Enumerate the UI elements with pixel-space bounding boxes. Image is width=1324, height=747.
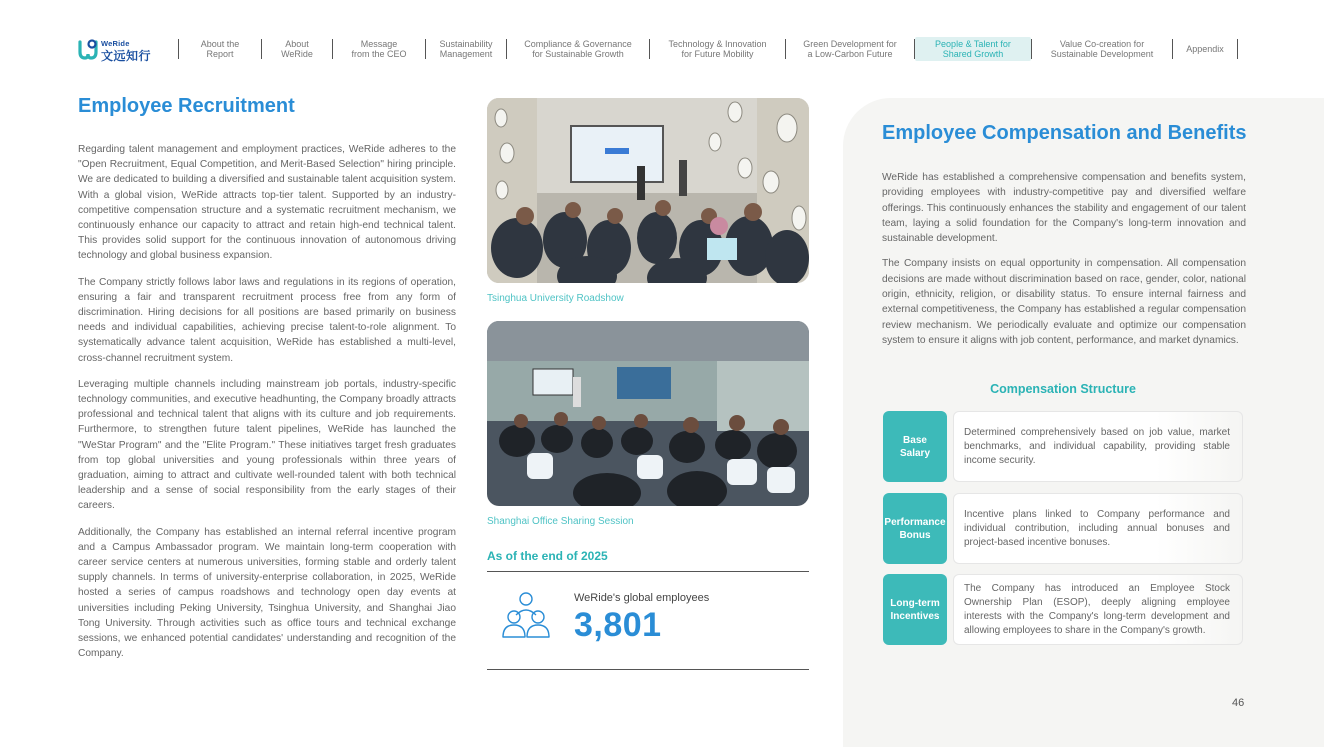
logo-wordmark-en: WeRide [101,39,130,48]
compensation-paragraph: The Company insists on equal opportunity in compensation. All compensation decisions are made without discrimination based on race, gender, color, national origin, ethnicity, religion, or disability status. To ensure internal fairness and external competitiveness, the Company has established a regular compensation review mechanism. We periodically evaluate and optimize our compensation system to ensure it aligns with job content, performance, and market dynamics. [882,258,1246,346]
long-term-incentives-label: Long-term Incentives [883,574,947,645]
nav-appendix[interactable]: Appendix [1186,44,1224,54]
compensation-paragraph: WeRide has established a comprehensive compensation and benefits system, providing employees with industry-competitive pay and diversified welfare offerings. This continuously enhances the stability and engagement of our talent team, laying a solid foundation for the Company's long-term innovation and sustainable development. [882,172,1246,245]
stats-top-rule [487,571,809,572]
recruitment-paragraph: Leveraging multiple channels including mainstream job portals, industry-specific technology communities, and executive headhunting, the Company broadly attracts professional and technical talent that aligns with its culture and job requirements. Furthermore, to strengthen future talent pipelines, WeRide has launched the "WeStar Program" and the "Elite Program." These initiatives target fresh graduates from top global universities and young professionals within three years of graduation, aiming to attract and cultivate well-rounded talent with both technical leadership and a sense of social responsibility from the early stages of their careers. [78,378,456,512]
base-salary-label: Base Salary [883,411,947,482]
employee-count-label: WeRide's global employees [574,592,710,604]
nav-green-development[interactable]: Green Development for a Low-Carbon Future [803,39,897,59]
stats-bottom-rule [487,669,809,670]
photo1-caption: Tsinghua University Roadshow [487,293,624,304]
base-salary-description: Determined comprehensively based on job value, market benchmarks, and individual capability, providing stable income security. [953,411,1243,482]
nav-sustainability-management[interactable]: Sustainability Management [439,39,493,59]
page-number: 46 [1232,697,1245,709]
weride-logo-mark-icon [78,38,98,60]
employee-count-value: 3,801 [574,606,662,644]
compensation-structure-title: Compensation Structure [990,382,1136,396]
recruitment-paragraph: The Company strictly follows labor laws and regulations in its regions of operation, ensuring a fair and transparent recruitment process free from any form of discrimination. Hiring decisions for all positions are based primarily on business needs and individual capabilities, achieving precise talent-to-role alignment. To systematically advance talent acquisition, WeRide has established a multi-level, cross-channel recruitment system. [78,276,456,364]
nav-about-weride[interactable]: About WeRide [281,39,313,59]
tsinghua-roadshow-photo [487,98,809,283]
nav-technology-innovation[interactable]: Technology & Innovation for Future Mobility [668,39,767,59]
stats-as-of: As of the end of 2025 [487,549,608,563]
people-group-icon [500,591,552,641]
performance-bonus-label: Performance Bonus [883,493,947,564]
recruitment-heading: Employee Recruitment [78,95,295,117]
recruitment-paragraph: Regarding talent management and employment practices, WeRide adheres to the "Open Recruitment, Equal Competition, and Merit-Based Selection" hiring principle. We are dedicated to building a diversified and sustainable talent acquisition system. With a global vision, WeRide attracts top-tier talent. Supported by an industry-competitive compensation structure and a systematic recruitment mechanism, we continuously enhance our capacity to attract and retain high-end technical talent. This provides solid support for the continuous innovation of autonomous driving technology and global business expansion. [78,144,456,262]
nav-people-talent[interactable]: People & Talent for Shared Growth [915,37,1031,61]
lecture-hall-illustration [487,98,809,283]
logo-wordmark-cn: 文远知行 [101,49,152,63]
nav-message-ceo[interactable]: Message from the CEO [351,39,407,59]
nav-about-report[interactable]: About the Report [200,39,240,59]
recruitment-body [78,142,456,673]
compensation-heading: Employee Compensation and Benefits [882,122,1247,144]
office-session-illustration [487,321,809,506]
shanghai-sharing-photo [487,321,809,506]
long-term-incentives-description: The Company has introduced an Employee Stock Ownership Plan (ESOP), deeply aligning employee interests with the Company's long-term development and allowing employees to share in the Company's growth. [953,574,1243,645]
weride-logo[interactable] [78,38,158,62]
top-navigation [178,37,1238,61]
recruitment-paragraph: Additionally, the Company has established an internal referral incentive program and a Campus Ambassador program. We maintain long-term cooperation with career service centers at numerous universities, forming stable and orderly talent supply channels. In terms of university-enterprise collaboration, in 2025, WeRide hosted a series of campus roadshows and technology open day events at universities including Peking University, Tsinghua University, and Shanghai Jiao Tong University. Through activities such as office tours and technical exchange sessions, we enhanced potential candidates' understanding and recognition of the Company. [78,526,456,660]
nav-divider [1237,39,1238,59]
nav-value-cocreation[interactable]: Value Co-creation for Sustainable Development [1050,39,1154,59]
photo2-caption: Shanghai Office Sharing Session [487,516,634,527]
performance-bonus-description: Incentive plans linked to Company performance and individual contribution, including annual bonuses and project-based incentive bonuses. [953,493,1243,564]
nav-compliance-governance[interactable]: Compliance & Governance for Sustainable Growth [524,39,632,59]
compensation-body [882,170,1246,358]
